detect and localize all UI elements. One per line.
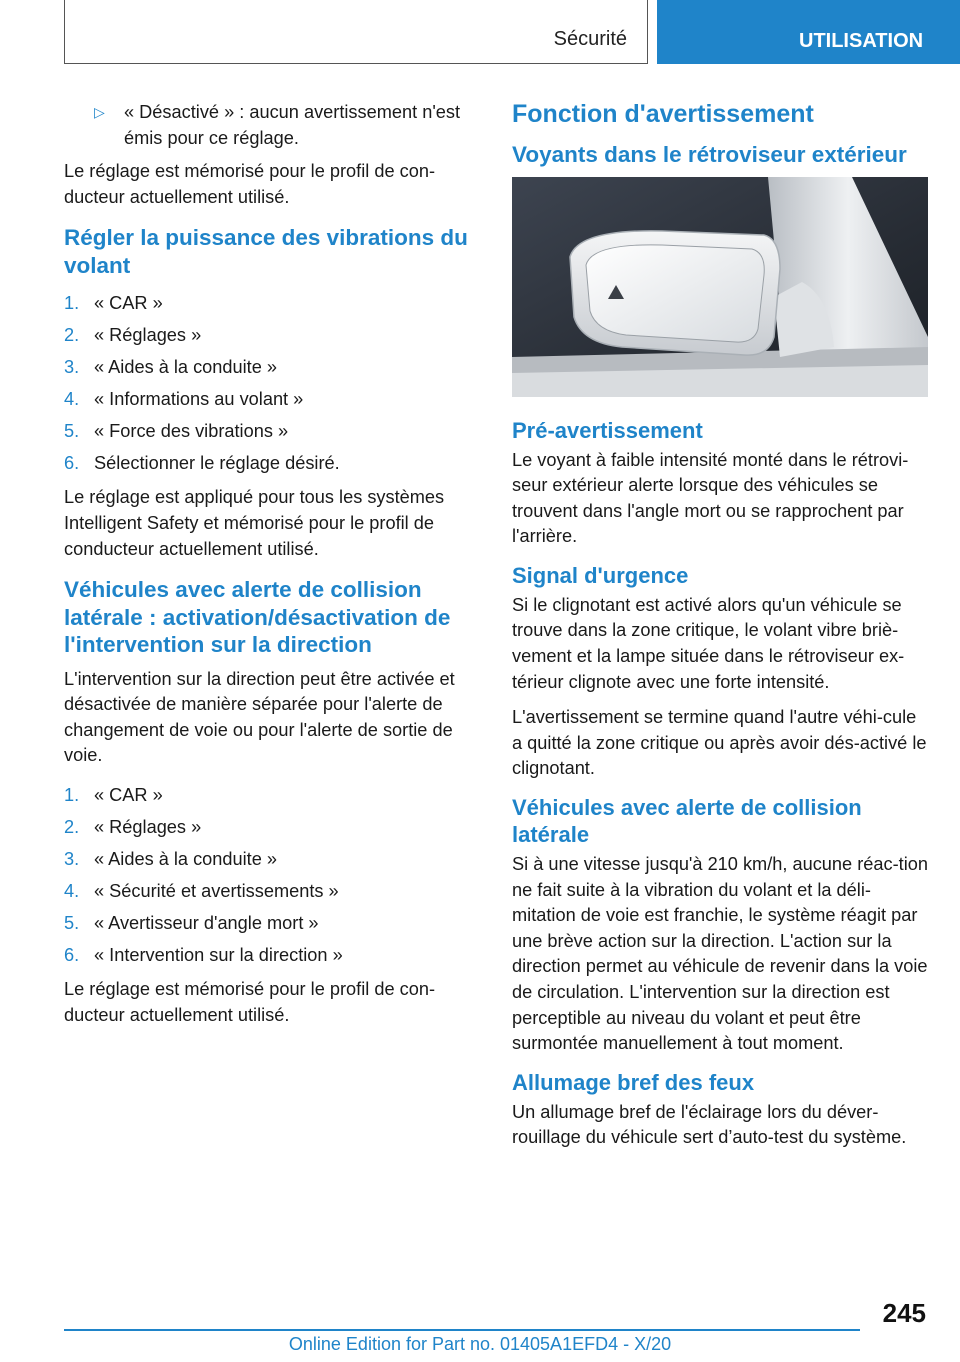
list-item: 4. « Informations au volant » [64,389,304,410]
header-chapter-label: UTILISATION [799,30,924,52]
heading-pre-avertissement: Pré-avertissement [512,417,703,443]
list-item: 4. « Sécurité et avertissements » [64,881,339,902]
header-section-title: Sécurité [553,28,627,50]
heading-collision-direction: Véhicules avec alerte de collision latérale : activation/désactivation de l'intervention sur la direction [64,577,451,658]
list-item: 1. « CAR » [64,785,163,806]
paragraph-intelligent-safety: Le réglage est appliqué pour tous les systèmes Intelligent Safety et mémorisé pour le profil de conducteur actuellement utilisé. [64,487,445,559]
list-item: 2. « Réglages » [64,817,202,838]
right-column [512,100,930,1161]
footer-edition: Online Edition for Part no. 01405A1EFD4 - X/20 [288,1334,672,1354]
header-chapter-tab [657,0,960,64]
bullet-text: « Désactivé » : aucun avertissement n'est émis pour ce réglage. [124,102,461,148]
heading-voyants: Voyants dans le rétroviseur extérieur [512,142,907,167]
paragraph-signal-2: L'avertissement se termine quand l'autre véhi-cule a quitté la zone critique ou après avoir dés-activé le clignotant. [512,707,927,779]
bullet-item [64,100,478,151]
steps-list-intervention [64,779,478,971]
paragraph-intervention: L'intervention sur la direction peut être activée et désactivée de manière séparée pour l'alerte de changement de voie ou pour l'alerte de sortie de voie. [64,668,455,766]
paragraph-vehicules: Si à une vitesse jusqu'à 210 km/h, aucune réac-tion ne fait suite à la vibration du volant et la déli-mitation de voie est franchie, le système réagit par une brève action sur la direction. L'action sur la direction permet au véhicule de revenir dans la voie de circulation. L'intervention sur la direction est perceptible au niveau du volant et peut être surmontée manuellement à tout moment. [512,854,928,1054]
paragraph-signal-1: Si le clignotant est activé alors qu'un véhicule se trouve dans la zone critique, le volant vibre briè-vement et la lampe située dans le rétroviseur ex-térieur clignote avec une forte intensité. [512,594,905,692]
list-item: 5. « Force des vibrations » [64,421,289,442]
paragraph-allumage: Un allumage bref de l'éclairage lors du déver-rouillage du véhicule sert d’auto-test du système. [512,1101,907,1148]
page-number: 245 [882,1298,926,1328]
list-item: 6. Sélectionner le réglage désiré. [64,453,340,474]
list-item: 3. « Aides à la conduite » [64,849,278,870]
header-frame [64,0,648,64]
paragraph-profile-2: Le réglage est mémorisé pour le profil de con-ducteur actuellement utilisé. [64,979,436,1025]
triangle-bullet-icon: ▷ [94,104,105,120]
left-column [64,100,478,1038]
heading-fonction-avertissement: Fonction d'avertissement [512,100,814,128]
list-item: 6. « Intervention sur la direction » [64,945,343,966]
side-mirror-illustration [512,177,928,397]
steps-list-vibrations [64,287,478,479]
list-item: 5. « Avertisseur d'angle mort » [64,913,319,934]
heading-vehicules-collision: Véhicules avec alerte de collision latérale [512,795,862,848]
paragraph-pre-avertissement: Le voyant à faible intensité monté dans le rétrovi-seur extérieur alerte lorsque des véhicules se trouvent dans l'angle mort ou se rapprochent par l'arrière. [512,449,909,547]
heading-allumage: Allumage bref des feux [512,1069,755,1095]
paragraph-profile-1: Le réglage est mémorisé pour le profil de con-ducteur actuellement utilisé. [64,161,436,207]
list-item: 1. « CAR » [64,293,163,314]
heading-signal-urgence: Signal d'urgence [512,562,689,588]
footer-divider [64,1329,860,1331]
heading-vibrations: Régler la puissance des vibrations du volant [64,225,468,278]
list-item: 2. « Réglages » [64,325,202,346]
list-item: 3. « Aides à la conduite » [64,357,278,378]
